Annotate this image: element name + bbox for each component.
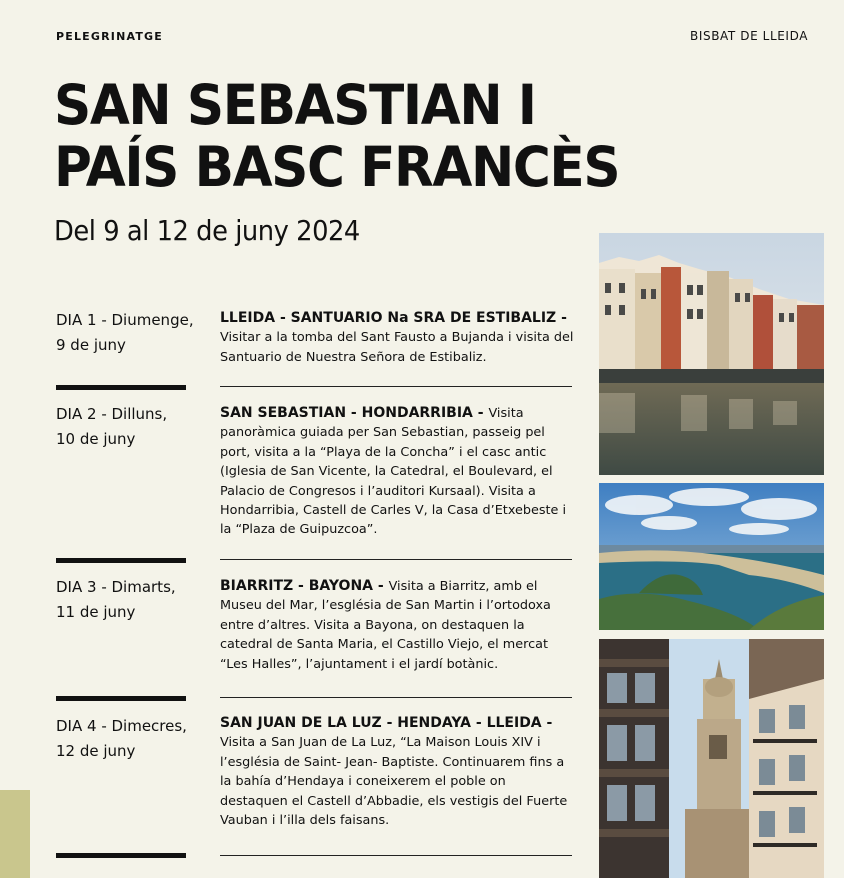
day-divider-thin (220, 559, 572, 560)
day-name: DIA 4 - Dimecres, (56, 717, 187, 735)
day-route: SAN SEBASTIAN - HONDARRIBIA - (220, 405, 489, 421)
riverside-houses-photo (599, 233, 824, 475)
day-divider-thick (56, 385, 186, 390)
section-label: PELEGRINATGE (56, 30, 164, 43)
day-route: SAN JUAN DE LA LUZ - HENDAYA - LLEIDA - (220, 715, 553, 731)
day-divider-thick (56, 558, 186, 563)
day-text: Visita a Biarritz, amb el Museu del Mar, l’església de San Martin i l’ortodoxa entre d’altres. Visita a Bayona, on destaquen la catedral de Santa Maria, el Castillo Viejo, el mercat “Les Halles”, l’ajuntament i el jardí botànic. (220, 579, 551, 672)
day-divider-thick (56, 853, 186, 858)
title-line-1: SAN SEBASTIAN I (54, 73, 536, 137)
day-text: Visita a San Juan de La Luz, “La Maison Louis XIV i l’església de Saint- Jean- Baptiste. Continuarem fins a la bahía d’Hendaya i coneixerem el poble on destaquen el Castell d’Abbadie, els vestigis del Fuerte Vauban i l’illa dels faisans. (220, 735, 568, 829)
day-text: Visita panoràmica guiada per San Sebastian, passeig pel port, visita a la “Playa de la Concha” i el casc antic (Iglesia de San Vicente, la Catedral, el Boulevard, el Palacio de Congresos i l’auditori Kursaal). Visita a Hondarribia, Castell de Carles V, la Casa d’Etxebeste i la “Plaza de Guipuzcoa”. (220, 406, 567, 538)
day-label (56, 714, 187, 764)
day-route: LLEIDA - SANTUARIO Na SRA DE ESTIBALIZ - (220, 310, 567, 326)
day-route: BIARRITZ - BAYONA - (220, 578, 389, 594)
day-date: 12 de juny (56, 742, 136, 760)
day-divider-thick (56, 696, 186, 701)
accent-bar (0, 790, 30, 878)
day-divider-thin (220, 855, 572, 856)
day-date: 11 de juny (56, 603, 136, 621)
day-label (56, 402, 167, 452)
day-label (56, 308, 194, 358)
old-town-street-photo (599, 639, 824, 878)
page-title (54, 74, 619, 198)
day-label (56, 575, 176, 625)
day-description (220, 577, 575, 674)
title-line-2: PAÍS BASC FRANCÈS (54, 135, 620, 199)
organization-label: BISBAT DE LLEIDA (690, 29, 809, 43)
bay-coastline-photo (599, 483, 824, 630)
day-name: DIA 2 - Dilluns, (56, 405, 168, 423)
day-date: 10 de juny (56, 430, 136, 448)
day-name: DIA 3 - Dimarts, (56, 578, 176, 596)
day-text: Visitar a la tomba del Sant Fausto a Bujanda i visita del Santuario de Nuestra Señora de Estibaliz. (220, 330, 574, 365)
day-name: DIA 1 - Diumenge, (56, 311, 194, 329)
trip-dates: Del 9 al 12 de juny 2024 (54, 214, 360, 247)
day-divider-thin (220, 697, 572, 698)
day-description (220, 309, 575, 367)
day-date: 9 de juny (56, 336, 126, 354)
day-description (220, 714, 575, 830)
day-divider-thin (220, 386, 572, 387)
day-description (220, 404, 575, 540)
